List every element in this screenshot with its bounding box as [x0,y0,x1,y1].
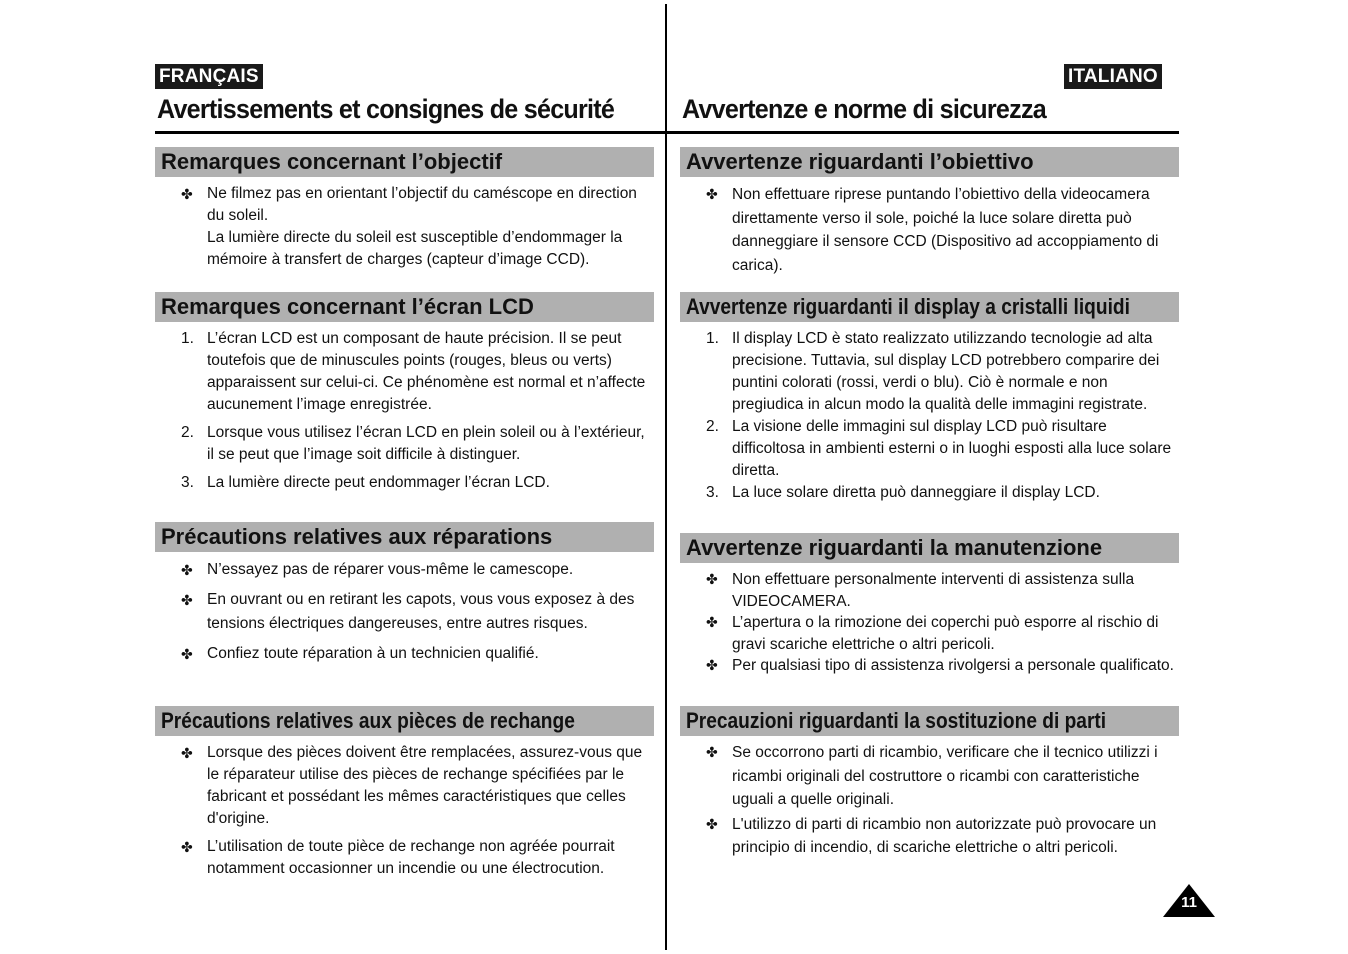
title-rule-left [155,131,666,134]
item-text: Il display LCD è stato realizzato utilizzando tecnologie ad alta precisione. Tuttavia, sul display LCD potrebbero comparire dei puntini colorati (rossi, verdi o blu). Ciò è normale e non pregiudica in alcun modo la qualità delle immagini registrate. [732,330,1160,413]
list-item [680,183,1179,277]
list-item [155,642,654,666]
bullet-icon: ✤ [706,571,718,587]
item-text: Lorsque des pièces doivent être remplacées, assurez-vous que le réparateur utilise des pièces de rechange spécifiées par le fabricant et possédant les mêmes caractéristiques que celles d'origine. [207,744,643,827]
language-tab-italian: ITALIANO [1064,64,1162,89]
list-sostituzione-it [680,741,1179,860]
bullet-icon: ✤ [706,815,718,832]
section-heading-reparations: Précautions relatives aux réparations [155,522,654,552]
list-ecran-lcd-fr [155,328,654,494]
list-item [155,742,654,830]
list-pieces-rechange-fr [155,742,654,880]
list-item [680,569,1179,612]
item-text: N’essayez pas de réparer vous-même le camescope. [207,561,574,578]
item-text: Confiez toute réparation à un technicien qualifié. [207,645,539,662]
section-heading-text: Précautions relatives aux pièces de rechange [161,708,575,733]
bullet-icon: ✤ [706,186,718,202]
list-item [155,183,654,271]
item-text: L’écran LCD est un composant de haute précision. Il se peut toutefois que de minuscules points (rouges, bleus ou verts) apparaissent sur celui-ci. Ce phénomène est normal et n’affecte aucunement l’image enregistrée. [207,330,646,413]
list-reparations-fr [155,558,654,666]
list-item [680,328,1179,416]
item-number: 1. [181,330,194,347]
page-title-french: Avertissements et consignes de sécurité [157,94,615,124]
section-heading-manutenzione: Avvertenze riguardanti la manutenzione [680,533,1179,563]
item-number: 2. [706,418,719,435]
item-text: L'utilizzo di parti di ricambio non autorizzate può provocare un principio di incendio, di scariche elettriche o altri pericoli. [732,815,1157,856]
list-item [155,836,654,880]
bullet-icon: ✤ [181,592,193,608]
section-heading-sostituzione [680,706,1179,736]
section-heading-text: Precauzioni riguardanti la sostituzione di parti [686,708,1107,733]
language-tab-french: FRANÇAIS [155,64,263,89]
list-item [680,416,1179,482]
item-text: L’utilisation de toute pièce de rechange non agréée pourrait notamment occasionner un incendie ou une électrocution. [207,838,615,877]
bullet-icon: ✤ [181,646,193,662]
section-heading-display [680,292,1179,322]
page-number: 11 [1181,894,1197,911]
list-item [680,655,1179,677]
list-display-it [680,328,1179,504]
bullet-icon: ✤ [706,744,718,760]
item-number: 1. [706,330,719,347]
item-number: 2. [181,424,194,441]
section-heading-objectif: Remarques concernant l’objectif [155,147,654,177]
item-text: Ne filmez pas en orientant l’objectif du caméscope en direction du soleil. [207,185,637,224]
section-heading-obiettivo: Avvertenze riguardanti l’obiettivo [680,147,1179,177]
item-text: En ouvrant ou en retirant les capots, vous vous exposez à des tensions électriques dangereuses, entre autres risques. [207,591,635,632]
item-text: L’apertura o la rimozione dei coperchi può esporre al rischio di gravi scariche elettriche o altri pericoli. [732,614,1159,653]
item-text: Per qualsiasi tipo di assistenza rivolgersi a personale qualificato. [732,657,1174,674]
item-number: 3. [181,474,194,491]
item-text: Non effettuare personalmente interventi di assistenza sulla VIDEOCAMERA. [732,571,1135,610]
list-item [155,472,654,494]
bullet-icon: ✤ [706,614,718,630]
item-text: Se occorrono parti di ricambio, verificare che il tecnico utilizzi i ricambi originali del costruttore o ricambi con caratteristiche uguali a quelle originali. [732,744,1158,808]
column-divider [665,4,667,950]
item-text: La visione delle immagini sul display LCD può risultare difficoltosa in ambienti esterni o in luoghi esposti alla luce solare diretta. [732,418,1172,479]
list-manutenzione-it [680,569,1179,677]
section-heading-ecran-lcd: Remarques concernant l’écran LCD [155,292,654,322]
list-item [680,612,1179,655]
list-item [680,741,1179,812]
item-text: Non effettuare riprese puntando l’obiettivo della videocamera direttamente verso il sole, poiché la luce solare diretta può danneggiare il sensore CCD (Dispositivo ad accoppiamento di carica). [732,186,1159,274]
bullet-icon: ✤ [181,745,193,761]
section-heading-text: Avvertenze riguardanti il display a cristalli liquidi [686,294,1130,319]
item-number: 3. [706,484,719,501]
list-objectif-fr [155,183,654,271]
section-heading-pieces-rechange [155,706,654,736]
bullet-icon: ✤ [181,839,193,855]
bullet-icon: ✤ [706,657,718,673]
item-text: Lorsque vous utilisez l’écran LCD en plein soleil ou à l’extérieur, il se peut que l’image soit difficile à distinguer. [207,424,645,463]
list-item [680,813,1179,860]
bullet-icon: ✤ [181,562,193,578]
page-title-italian: Avvertenze e norme di sicurezza [682,94,1046,124]
item-text: La lumière directe du soleil est susceptible d’endommager la mémoire à transfert de charges (capteur d’image CCD). [207,229,623,268]
list-item [680,482,1179,504]
title-rule-right [667,131,1179,134]
list-obiettivo-it [680,183,1179,277]
item-text: La luce solare diretta può danneggiare il display LCD. [732,484,1100,501]
item-text: La lumière directe peut endommager l’écran LCD. [207,474,550,491]
list-item [155,328,654,416]
list-item [155,558,654,582]
list-item [155,422,654,466]
list-item [155,588,654,636]
bullet-icon: ✤ [181,186,193,202]
